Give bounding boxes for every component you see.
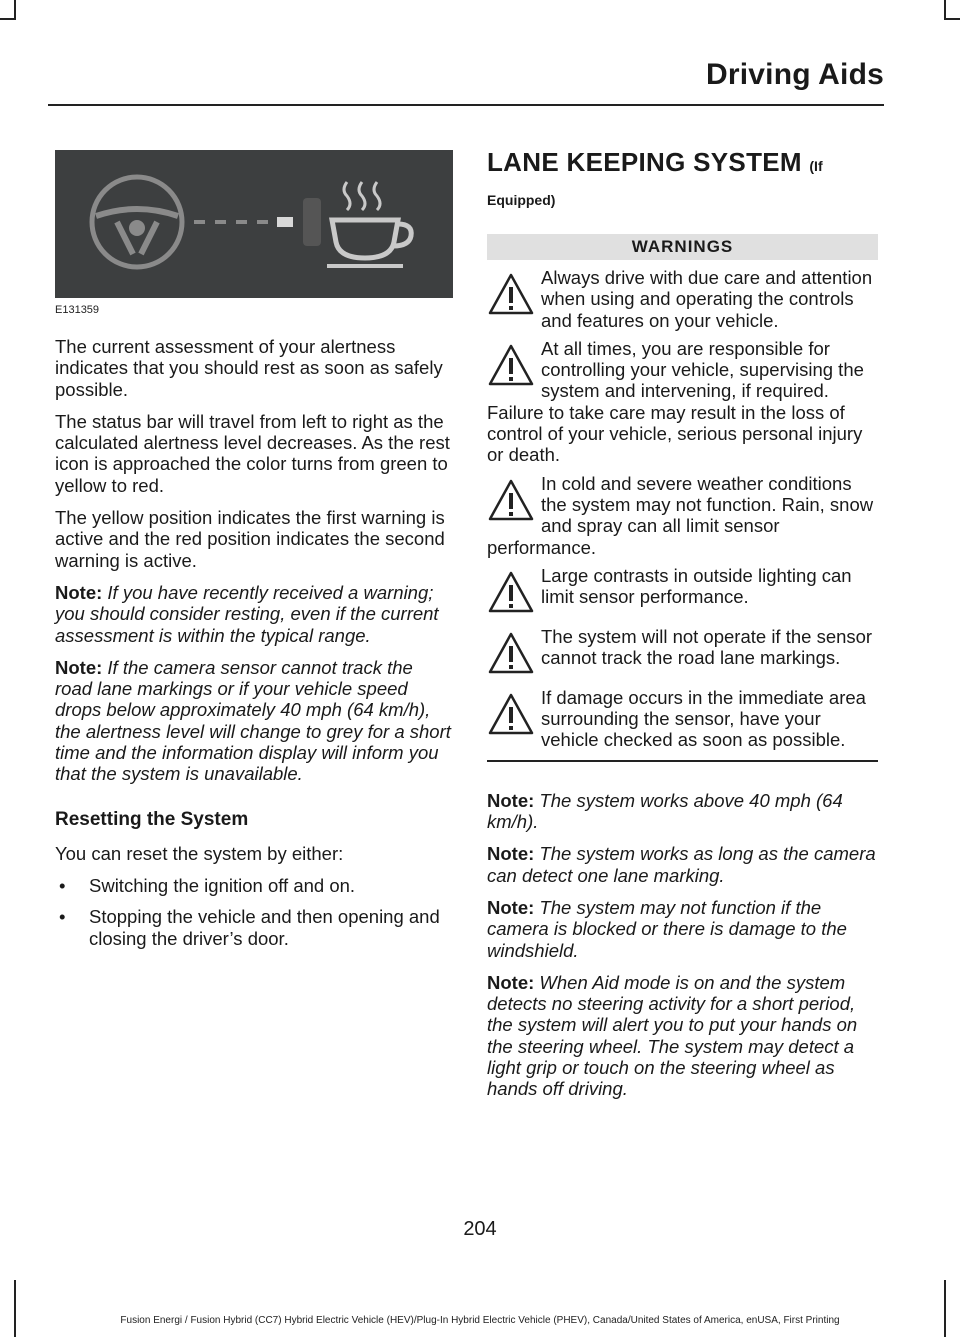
note (487, 972, 878, 1100)
note (487, 897, 878, 961)
warning-triangle-icon (487, 477, 535, 523)
coffee-cup-icon (327, 182, 411, 266)
list-item: • Stopping the vehicle and then opening and closing the driver’s door. (59, 906, 440, 949)
note-text: The system works as long as the camera can detect one lane marking. (487, 843, 876, 886)
alertness-illustration (55, 150, 453, 298)
warning-triangle-icon (487, 342, 535, 388)
crop-mark-top-left-h (0, 18, 14, 20)
warning-triangle-icon (487, 691, 535, 737)
note (55, 582, 453, 646)
note (55, 657, 453, 785)
note-label: Note: (55, 581, 103, 603)
status-end-bar (303, 198, 321, 246)
note-text: The system works above 40 mph (64 km/h). (487, 789, 843, 833)
note-label: Note: (487, 971, 535, 993)
crop-mark-top-right-h (946, 18, 960, 20)
note-text: If the camera sensor cannot track the road lane markings or if your vehicle speed drops below approximately 40 mph (64 km/h), the alertness level will change to grey for a short time and the information display will inform you that the system is unavailable. (55, 656, 451, 785)
note-text: If you have recently received a warning; you should consider resting, even if the current assessment is within the typical range. (55, 581, 439, 646)
warning-triangle-icon (487, 569, 535, 615)
section-title: Driving Aids (706, 58, 884, 91)
warning-item: The system will not operate if the sensor cannot track the road lane markings. (487, 626, 878, 680)
crop-mark-top-right (944, 0, 946, 20)
warnings-end-rule (487, 760, 878, 762)
alertness-display-figure (55, 150, 453, 298)
header-rule (48, 104, 884, 106)
status-marker (277, 217, 293, 227)
section-heading: LANE KEEPING SYSTEM (If (487, 147, 823, 177)
status-dashes (194, 220, 268, 224)
reset-intro: You can reset the system by either: (55, 842, 344, 864)
warning-item: Always drive with due care and attention when using and operating the controls and features on your vehicle. (487, 267, 878, 331)
note-label: Note: (487, 843, 535, 865)
warning-triangle-icon (487, 271, 535, 317)
steering-wheel-icon (92, 177, 182, 267)
note-text: When Aid mode is on and the system detects no steering activity for a short period, the system will alert you to put your hands on the steering wheel. The system may detect a light grip or touch on the steering wheel as hands off driving. (487, 971, 858, 1100)
warning-triangle-icon (487, 630, 535, 676)
warning-item: In cold and severe weather conditions the system may not function. Rain, snow and spray can all limit sensor performance. (487, 472, 874, 558)
list-item: • Switching the ignition off and on. (59, 874, 356, 896)
warning-item: Large contrasts in outside lighting can limit sensor performance. (487, 565, 878, 619)
reset-list (55, 875, 453, 949)
heading-suffix: Equipped) (487, 192, 556, 208)
paragraph: The status bar will travel from left to right as the calculated alertness level decreases. As the rest icon is approached the color turns from green to yellow to red. (55, 410, 450, 496)
page-number: 204 (463, 1218, 497, 1240)
left-column (55, 150, 453, 959)
warning-item: At all times, you are responsible for controlling your vehicle, supervising the system and intervening, if required. Failure to take care may result in the loss of control of your vehicle, serious personal injury or death. (487, 337, 864, 466)
note-label: Note: (487, 789, 535, 811)
subheading-resetting: Resetting the System (55, 808, 249, 830)
warning-item: If damage occurs in the immediate area surrounding the sensor, have your vehicle checked as soon as possible. (487, 687, 878, 751)
figure-id: E131359 (55, 304, 100, 316)
crop-mark-bottom-right (944, 1280, 946, 1337)
paragraph: The current assessment of your alertness indicates that you should rest as soon as safely possible. (55, 336, 443, 400)
footer-text: Fusion Energi / Fusion Hybrid (CC7) Hybrid Electric Vehicle (HEV)/Plug-In Hybrid Electric Vehicle (PHEV), Canada/United States of America, enUSA, First Printing (120, 1315, 840, 1326)
note-text: The system may not function if the camera is blocked or there is damage to the windshield. (487, 896, 847, 961)
note-label: Note: (487, 896, 535, 918)
paragraph: The yellow position indicates the first warning is active and the red position indicates the second warning is active. (55, 507, 445, 571)
note-label: Note: (55, 656, 103, 678)
warnings-title: WARNINGS (487, 234, 878, 260)
crop-mark-bottom-left (14, 1280, 16, 1337)
crop-mark-top-left (14, 0, 16, 20)
note (487, 843, 878, 886)
note (487, 790, 878, 833)
right-column (487, 146, 878, 1111)
